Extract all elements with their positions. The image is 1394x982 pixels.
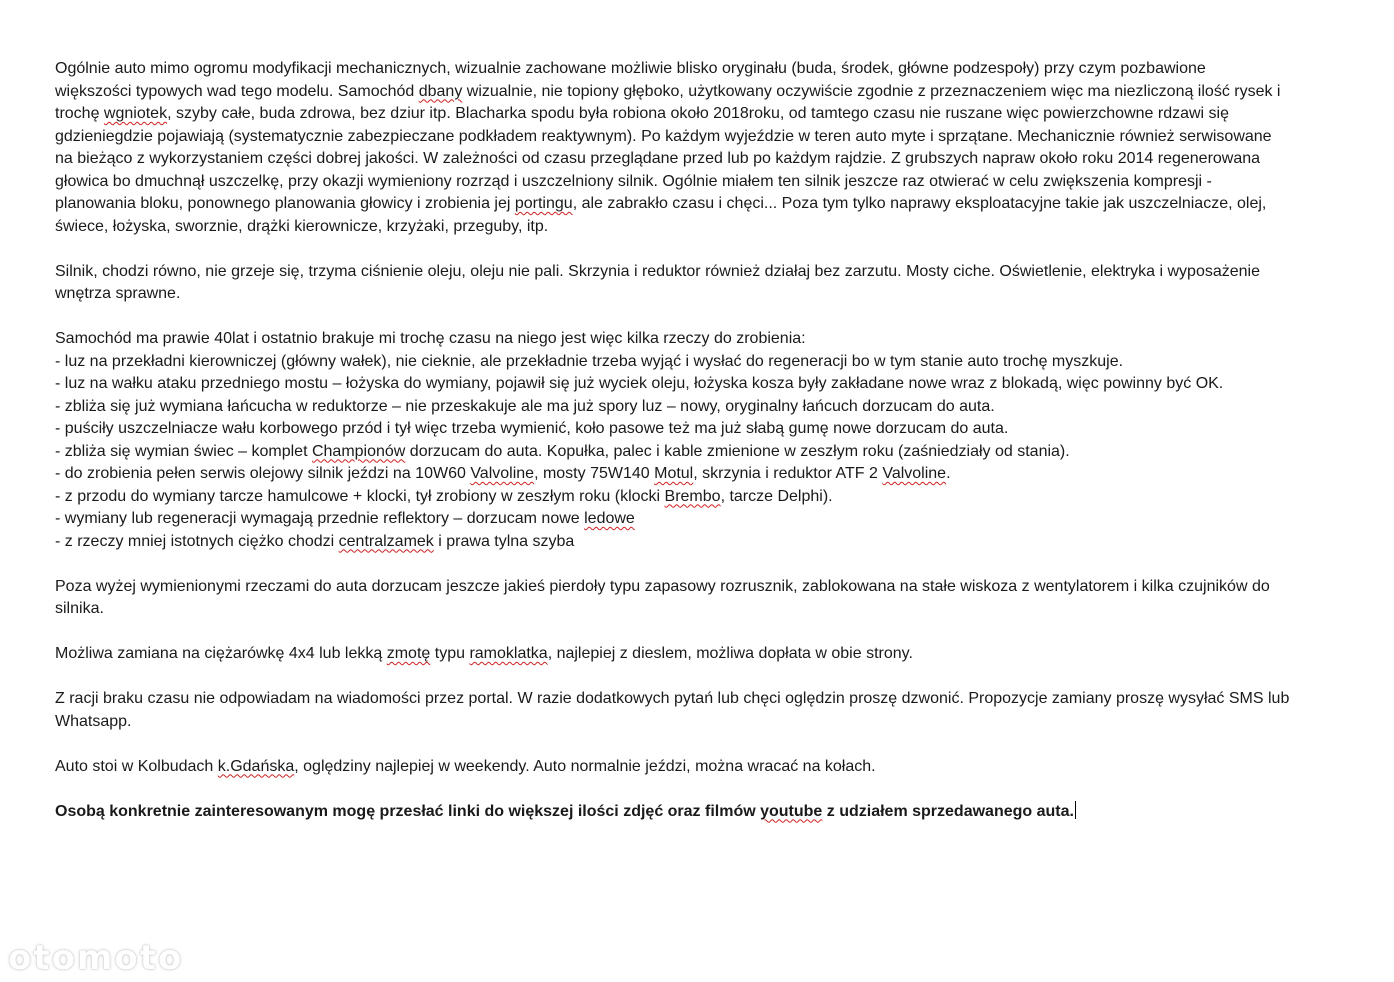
misspelled-word: portingu bbox=[514, 195, 573, 212]
text-run: , oględziny najlepiej w weekendy. Auto normalnie jeździ, można wracać na kołach. bbox=[294, 757, 876, 775]
paragraph-extras bbox=[55, 576, 1345, 621]
text-line bbox=[55, 441, 1345, 464]
text-run: trochę bbox=[55, 105, 104, 122]
misspelled-word: Brembo bbox=[664, 487, 721, 505]
text-run: i prawa tylna szyba bbox=[433, 532, 575, 550]
text-line bbox=[55, 283, 1345, 306]
misspelled-word: Motul bbox=[654, 465, 694, 482]
text-line bbox=[55, 598, 1345, 621]
text-run: , najlepiej z dieslem, możliwa dopłata w obie strony. bbox=[547, 645, 913, 662]
text-line bbox=[55, 373, 1345, 396]
misspelled-word: dbany bbox=[418, 82, 463, 100]
text-run: - luz na wałku ataku przedniego mostu – łożyska do wymiany, pojawił się już wyciek oleju, łożyska kosza były zakładane nowe wraz z blokadą, więc powinny być OK. bbox=[55, 375, 1224, 392]
text-run: planowania bloku, ponownego planowania głowicy i zrobienia jej bbox=[55, 195, 515, 212]
text-run: Poza wyżej wymienionymi rzeczami do auta dorzucam jeszcze jakieś pierdoły typu zapasowy rozrusznik, zablokowana na stałe wiskoza z wentylatorem i kilka czujników do bbox=[55, 577, 1270, 595]
text-run: Samochód ma prawie 40lat i ostatnio brakuje mi trochę czasu na niego jest więc kilka rzeczy do zrobienia: bbox=[55, 330, 806, 347]
text-run: , mosty 75W140 bbox=[534, 465, 655, 482]
text-run: - zbliża się wymian świec – komplet bbox=[55, 442, 312, 460]
text-run: - luz na przekładni kierowniczej (główny wałek), nie cieknie, ale przekładnie trzeba wyjąć i wysłać do regeneracji bo w tym stanie auto trochę myszkuje. bbox=[55, 352, 1124, 370]
misspelled-word: wgniotek bbox=[103, 105, 168, 122]
text-line bbox=[55, 171, 1345, 194]
text-line bbox=[55, 418, 1345, 441]
text-run: - puściły uszczelniacze wału korbowego przód i tył więc trzeba wymienić, koło pasowe też ma już słabą gumę nowe dorzucam do auta. bbox=[55, 420, 1009, 437]
text-run: - z rzeczy mniej istotnych ciężko chodzi bbox=[55, 532, 339, 550]
misspelled-word: zmotę bbox=[386, 645, 431, 662]
paragraph-condition bbox=[55, 58, 1345, 238]
text-line bbox=[55, 126, 1345, 149]
misspelled-word: Valvoline bbox=[882, 465, 947, 482]
text-run: , szyby całe, buda zdrowa, bez dziur itp. Blacharka spodu była robiona około 2018roku, od tamtego czasu nie ruszane więc powierzchowne rdzawi się bbox=[167, 105, 1229, 122]
text-run: - zbliża się już wymiana łańcucha w reduktorze – nie przeskakuje ale ma już spory luz – nowy, oryginalny łańcuch dorzucam do auta. bbox=[55, 397, 995, 415]
text-line bbox=[55, 81, 1345, 104]
paragraph-contact bbox=[55, 688, 1345, 733]
text-line bbox=[55, 193, 1345, 216]
misspelled-word: Valvoline bbox=[470, 465, 535, 482]
misspelled-word: centralzamek bbox=[338, 532, 434, 550]
text-run: większości typowych wad tego modelu. Samochód bbox=[55, 82, 419, 100]
paragraph-exchange bbox=[55, 643, 1345, 666]
text-line bbox=[55, 711, 1345, 734]
text-run: Z racji braku czasu nie odpowiadam na wiadomości przez portal. W razie dodatkowych pytań lub chęci oględzin proszę dzwonić. Propozycje zamiany proszę wysyłać SMS lub bbox=[55, 690, 1290, 707]
text-line bbox=[55, 508, 1345, 531]
text-line bbox=[55, 486, 1345, 509]
misspelled-word: ramoklatka bbox=[469, 645, 548, 662]
misspelled-word: Championów bbox=[311, 442, 406, 460]
otomoto-watermark: otomoto bbox=[8, 938, 184, 978]
text-run: wnętrza sprawne. bbox=[55, 285, 181, 302]
text-run: gdzieniegdzie pojawiają (systematycznie zabezpieczane podkładem reaktywnym). Po każdym wyjeździe w teren auto myte i sprzątane. Mechanicznie również serwisowane bbox=[55, 127, 1272, 145]
text-run: Możliwa zamiana na ciężarówkę 4x4 lub lekką bbox=[55, 645, 387, 662]
text-run: głowica bo dmuchnął uszczelkę, przy okazji wymieniony rozrząd i uszczelniony silnik. Ogólnie miałem ten silnik jeszcze raz otwierać w celu zwiększenia kompresji - bbox=[55, 172, 1212, 190]
text-run: wizualnie, nie topiony głęboko, użytkowany oczywiście zgodnie z przeznaczeniem więc ma niezliczoną ilość rysek i bbox=[462, 82, 1281, 100]
misspelled-word: youtube bbox=[760, 802, 823, 820]
text-run: świece, łożyska, sworznie, drążki kierownicze, krzyżaki, przeguby, itp. bbox=[55, 217, 549, 235]
text-line bbox=[55, 148, 1345, 171]
text-line bbox=[55, 801, 1345, 824]
text-run: Silnik, chodzi równo, nie grzeje się, trzyma ciśnienie oleju, oleju nie pali. Skrzynia i reduktor również działaj bez zarzutu. Mosty ciche. Oświetlenie, elektryka i wyposażenie bbox=[55, 262, 1260, 280]
text-line bbox=[55, 576, 1345, 599]
text-run: - z przodu do wymiany tarcze hamulcowe + klocki, tył zrobiony w zeszłym roku (klocki bbox=[55, 487, 665, 505]
text-run: Osobą konkretnie zainteresowanym mogę przesłać linki do większej ilości zdjęć oraz filmów bbox=[55, 802, 761, 820]
text-run: silnika. bbox=[55, 600, 104, 617]
text-run: Auto stoi w Kolbudach bbox=[55, 757, 218, 775]
text-line bbox=[55, 328, 1345, 351]
text-line bbox=[55, 756, 1345, 779]
text-run: typu bbox=[430, 645, 470, 662]
text-run: . bbox=[946, 465, 951, 482]
text-run: , ale zabrakło czasu i chęci... Poza tym tylko naprawy eksploatacyjne takie jak uszczelniacze, olej, bbox=[572, 195, 1267, 212]
text-line bbox=[55, 531, 1345, 554]
text-run: Whatsapp. bbox=[55, 712, 132, 730]
text-run: Ogólnie auto mimo ogromu modyfikacji mechanicznych, wizualnie zachowane możliwie blisko oryginału (buda, środek, główne podzespoły) przy czym pozbawione bbox=[55, 60, 1206, 77]
misspelled-word: ledowe bbox=[584, 510, 635, 527]
paragraph-todo-list bbox=[55, 328, 1345, 553]
paragraph-location bbox=[55, 756, 1345, 779]
text-line bbox=[55, 58, 1345, 81]
paragraph-closing-bold bbox=[55, 801, 1345, 824]
misspelled-word: k.Gdańska bbox=[217, 757, 295, 775]
paragraph-engine bbox=[55, 261, 1345, 306]
text-run: z udziałem sprzedawanego auta. bbox=[822, 802, 1074, 820]
text-cursor bbox=[1075, 801, 1076, 819]
text-run: - wymiany lub regeneracji wymagają przednie reflektory – dorzucam nowe bbox=[55, 510, 585, 527]
text-line bbox=[55, 103, 1345, 126]
text-run: - do zrobienia pełen serwis olejowy silnik jeździ na 10W60 bbox=[55, 465, 471, 482]
document-body[interactable] bbox=[55, 58, 1345, 846]
text-line bbox=[55, 463, 1345, 486]
text-run: , skrzynia i reduktor ATF 2 bbox=[693, 465, 883, 482]
text-line bbox=[55, 643, 1345, 666]
text-line bbox=[55, 261, 1345, 284]
text-line bbox=[55, 396, 1345, 419]
text-run: dorzucam do auta. Kopułka, palec i kable zmienione w zeszłym roku (zaśniedziały od stania). bbox=[405, 442, 1070, 460]
text-line bbox=[55, 688, 1345, 711]
text-run: , tarcze Delphi). bbox=[720, 487, 833, 505]
text-line bbox=[55, 351, 1345, 374]
text-line bbox=[55, 216, 1345, 239]
text-run: na bieżąco z wykorzystaniem części dobrej jakości. W zależności od czasu przeglądane przed lub po każdym rajdzie. Z grubszych napraw około roku 2014 regenerowana bbox=[55, 150, 1261, 167]
